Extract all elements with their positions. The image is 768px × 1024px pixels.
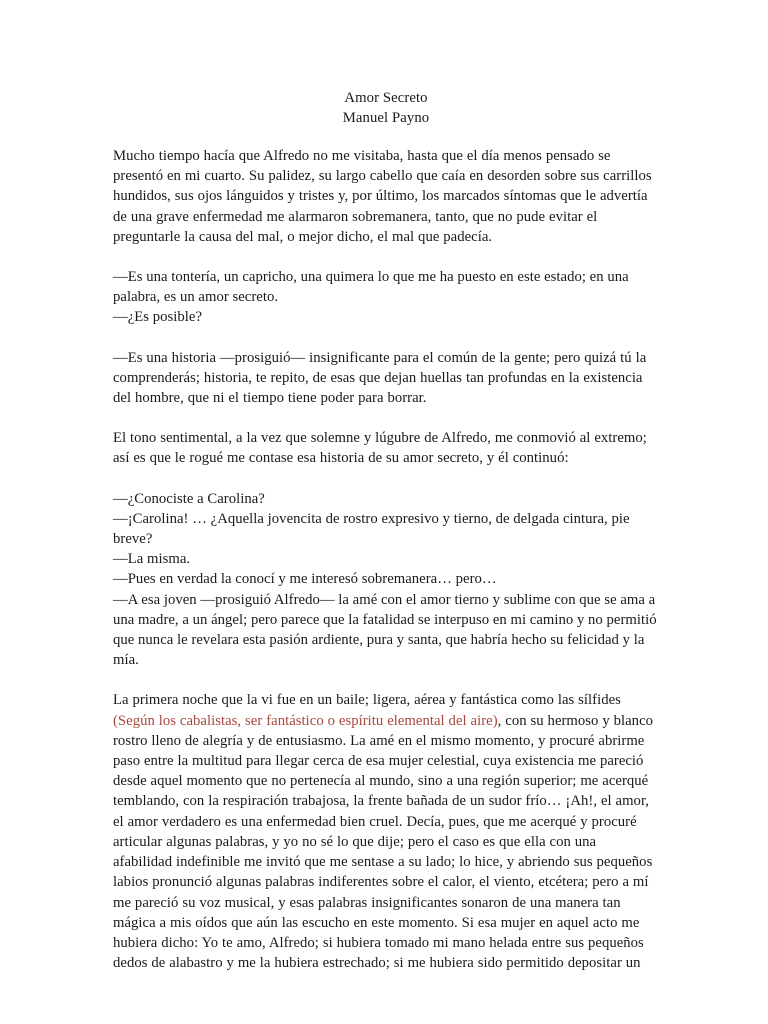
dialogue-line: —¡Carolina! … ¿Aquella jovencita de rostro expresivo y tierno, de delgada cintura, pie breve? [113,510,630,548]
editorial-gloss: (Según los cabalistas, ser fantástico o espíritu elemental del aire) [113,712,498,729]
dialogue-line: —Es una tontería, un capricho, una quimera lo que me ha puesto en este estado; en una palabra, es un amor secreto. [113,269,629,306]
document-content [113,88,659,973]
paragraph-primera-noche [113,690,659,973]
title-block [113,88,659,128]
dialogue-line: —La misma. [113,551,191,568]
dialogue-line: —¿Conociste a Carolina? [113,490,265,507]
dialogue-block-2 [113,489,659,671]
dialogue-line: —A esa joven —prosiguió Alfredo— la amé con el amor tierno y sublime con que se ama a una madre, a un ángel; pero parece que la fatalidad se interpuso en mi camino y no permitió que nunca le revelara esta pasión ardiente, pura y santa, que habría hecho su felicidad y la mía. [113,591,657,669]
dialogue-line: —¿Es posible? [113,309,203,326]
dialogue-block-1 [113,267,659,328]
document-title: Amor Secreto [344,90,428,106]
dialogue-line: —Pues en verdad la conocí y me interesó sobremanera… pero… [113,571,497,588]
paragraph-text-before-gloss: La primera noche que la vi fue en un baile; ligera, aérea y fantástica como las sílfides [113,692,621,709]
paragraph-text-after-gloss: , con su hermoso y blanco rostro lleno de alegría y de entusiasmo. La amé en el mismo momento, y procuré abrirme paso entre la multitud para llegar cerca de esa mujer celestial, cuya existencia me pareció desde aquel momento que no pertenecía al mundo, sino a una región superior; me acerqué temblando, con la respiración trabajosa, la frente bañada de un sudor frío… ¡Ah!, el amor, el amor verdadero es una enfermedad bien cruel. Decía, pues, que me acerqué y procuré articular algunas palabras, y yo no sé lo que dije; pero el caso es que ella con una afabilidad indefinible me invitó que me sentase a su lado; lo hice, y abriendo sus pequeños labios pronunció algunas palabras indiferentes sobre el calor, el viento, etcétera; pero a mí me pareció su voz musical, y esas palabras insignificantes sonaron de una manera tan mágica a mis oídos que aún las escucho en este momento. Si esa mujer en aquel acto me hubiera dicho: Yo te amo, Alfredo; si hubiera tomado mi mano helada entre sus pequeños dedos de alabastro y me la hubiera estrechado; si me hubiera sido permitido depositar un [113,712,654,972]
document-author: Manuel Payno [342,110,430,126]
paragraph-historia: —Es una historia —prosiguió— insignificante para el común de la gente; pero quizá tú la comprenderás; historia, te repito, de esas que dejan huellas tan profundas en la existencia del hombre, que ni el tiempo tiene poder para borrar. [113,349,647,407]
paragraph-tono-sentimental: El tono sentimental, a la vez que solemne y lúgubre de Alfredo, me conmovió al extremo; así es que le rogué me contase esa historia de su amor secreto, y él continuó: [113,430,647,467]
paragraph-intro: Mucho tiempo hacía que Alfredo no me visitaba, hasta que el día menos pensado se presentó en mi cuarto. Su palidez, su largo cabello que caía en desorden sobre sus carrillos hundidos, sus ojos lánguidos y tristes y, por último, los marcados síntomas que le advertía de una grave enfermedad me alarmaron sobremanera, tanto, que no pude evitar el preguntarle la causa del mal, o mejor dicho, el mal que padecía. [113,148,652,245]
